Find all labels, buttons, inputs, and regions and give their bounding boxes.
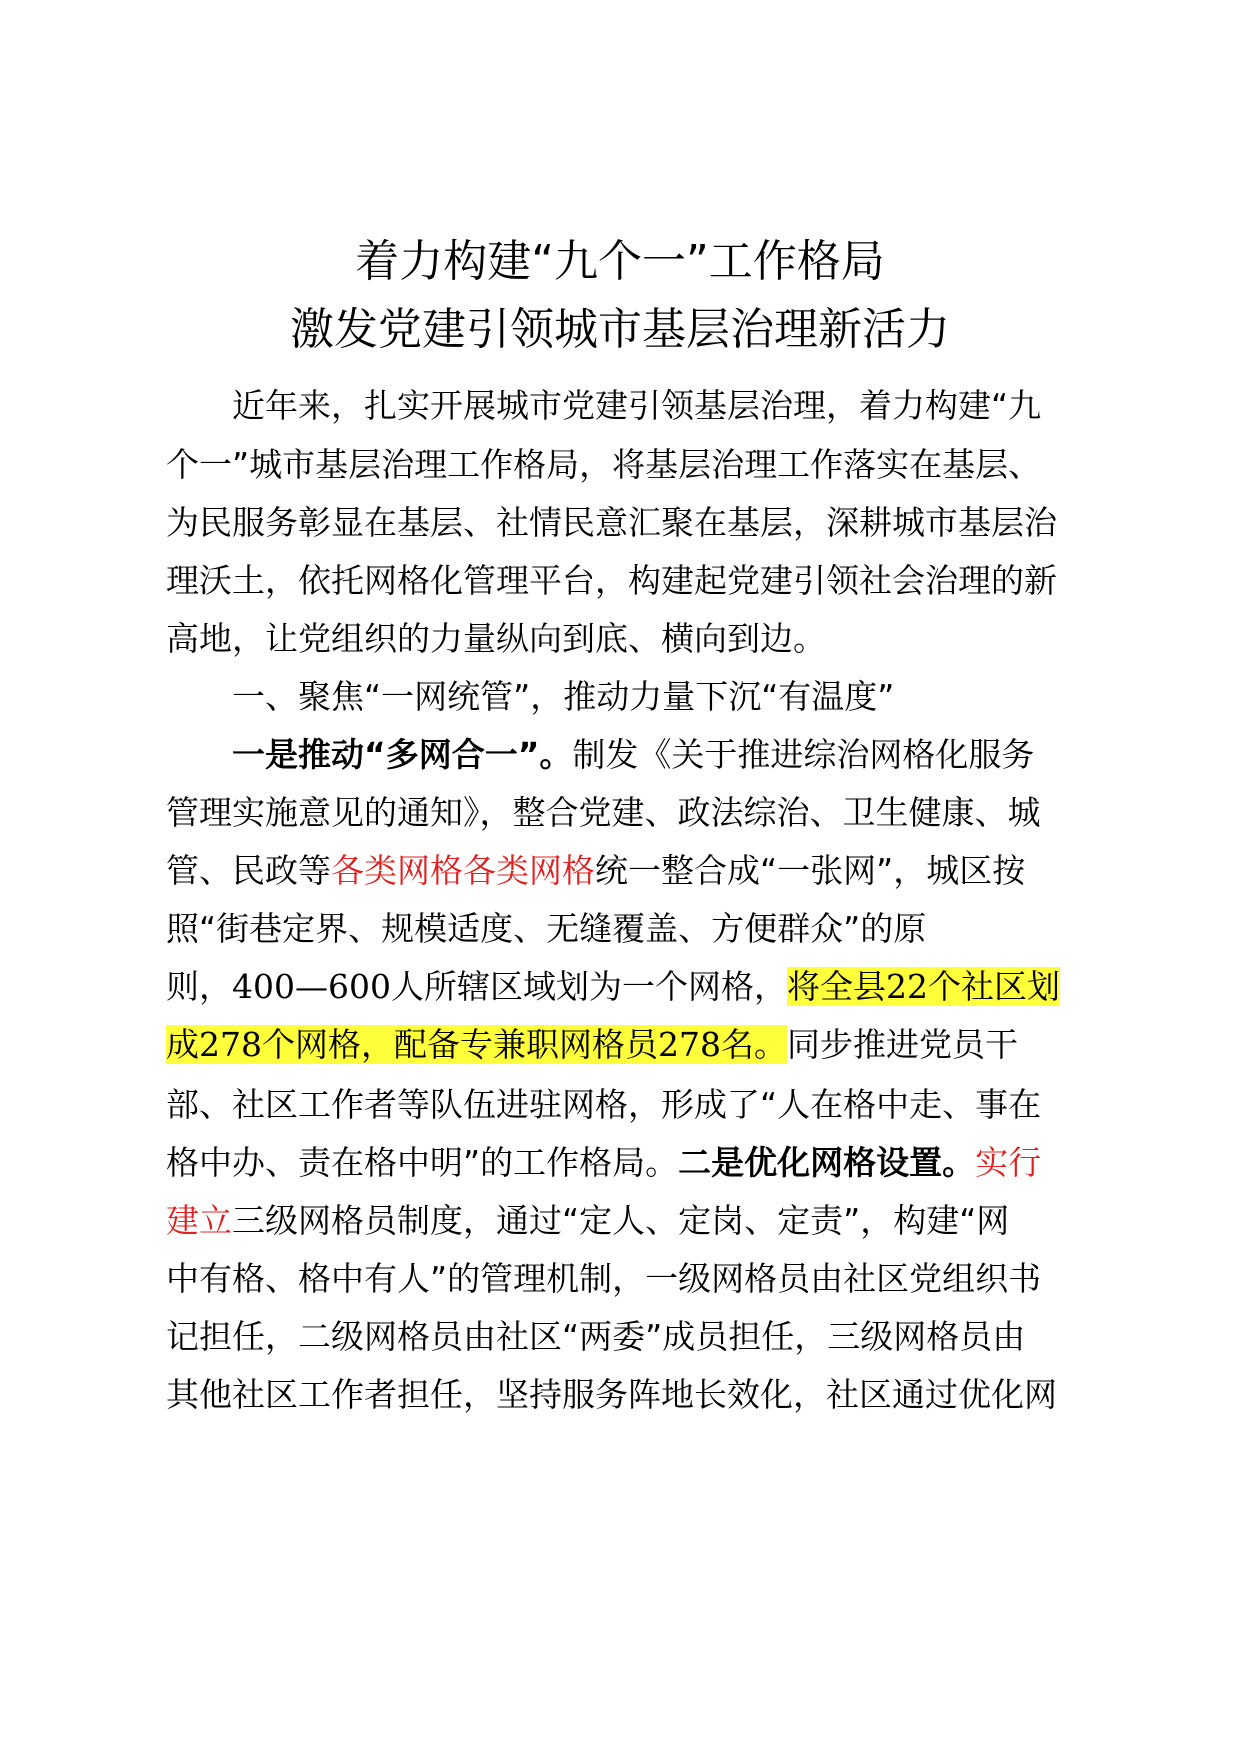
red-text: 建立 (166, 1201, 232, 1240)
body-line (166, 614, 826, 664)
body-line (232, 672, 894, 722)
body-text: 理沃土，依托网格化管理平台，构建起党建引领社会治理的新 (166, 561, 1057, 600)
highlighted-text: 成 (166, 1025, 199, 1064)
body-text: 400—600 (232, 967, 391, 1006)
body-line (166, 1020, 1018, 1070)
body-text: 制发《关于推进综治网格化服务 (572, 735, 1035, 774)
highlighted-text: 名。 (721, 1025, 787, 1064)
body-text: 为民服务彰显在基层、社情民意汇聚在基层，深耕城市基层治 (166, 503, 1057, 542)
body-line (166, 556, 1057, 606)
body-line (166, 788, 1041, 838)
body-line (166, 440, 1041, 490)
highlighted-text: 将全县 (786, 967, 886, 1006)
body-text: 其他社区工作者担任，坚持服务阵地长效化，社区通过优化网 (166, 1375, 1057, 1414)
body-line (166, 904, 926, 954)
red-text: 各类网格各类网格 (331, 851, 595, 890)
body-text: 近年来，扎实开展城市党建引领基层治理，着力构建“九 (232, 386, 1042, 425)
red-text: 实行 (975, 1143, 1042, 1182)
highlighted-text: 个网格，配备专兼职网格员 (262, 1025, 658, 1064)
body-text: 部、社区工作者等队伍进驻网格，形成了“人在格中走、事在 (166, 1085, 1042, 1124)
body-line (166, 1370, 1057, 1420)
body-text: 管理实施意见的通知》，整合党建、政法综治、卫生健康、城 (166, 793, 1041, 832)
body-text: 人所辖区域划为一个网格， (390, 967, 787, 1006)
document-title-line-1: 着力构建“九个一”工作格局 (355, 236, 885, 287)
bold-text: 一是推动“多网合一”。 (232, 735, 573, 774)
body-line (166, 846, 1025, 896)
body-line (166, 962, 1060, 1012)
body-text: 中有格、格中有人”的管理机制，一级网格员由社区党组织书 (166, 1259, 1042, 1298)
body-line (166, 1080, 1041, 1130)
body-line (166, 1312, 1025, 1362)
body-text: 个一”城市基层治理工作格局，将基层治理工作落实在基层、 (166, 445, 1042, 484)
highlighted-text: 个社区划 (927, 967, 1060, 1006)
highlighted-text: 22 (885, 967, 928, 1006)
body-text: 照“街巷定界、规模适度、无缝覆盖、方便群众”的原 (166, 909, 927, 948)
document-title-line-2: 激发党建引领城市基层治理新活力 (290, 304, 950, 355)
body-text: 同步推进党员干 (787, 1025, 1018, 1064)
body-text: 格中办、责在格中明”的工作格局。 (166, 1143, 679, 1182)
body-text: 则， (166, 967, 232, 1006)
body-text: 统一整合成“一张网”，城区按 (595, 851, 1026, 890)
body-line (166, 1196, 1009, 1246)
body-text: 管、民政等 (166, 851, 331, 890)
body-line (232, 730, 1034, 780)
body-line (232, 381, 1041, 431)
body-text: 记担任，二级网格员由社区“两委”成员担任，三级网格员由 (166, 1317, 1026, 1356)
body-line (166, 1138, 1041, 1188)
body-text: 三级网格员制度，通过“定人、定岗、定责”，构建“网 (232, 1201, 1010, 1240)
body-text: 一、聚焦“一网统管”，推动力量下沉“有温度” (232, 677, 895, 716)
body-text: 高地，让党组织的力量纵向到底、横向到边。 (166, 619, 826, 658)
bold-text: 二是优化网格设置。 (678, 1143, 976, 1182)
body-line (166, 498, 1057, 548)
highlighted-text: 278 (658, 1025, 721, 1064)
highlighted-text: 278 (199, 1025, 262, 1064)
body-line (166, 1254, 1041, 1304)
